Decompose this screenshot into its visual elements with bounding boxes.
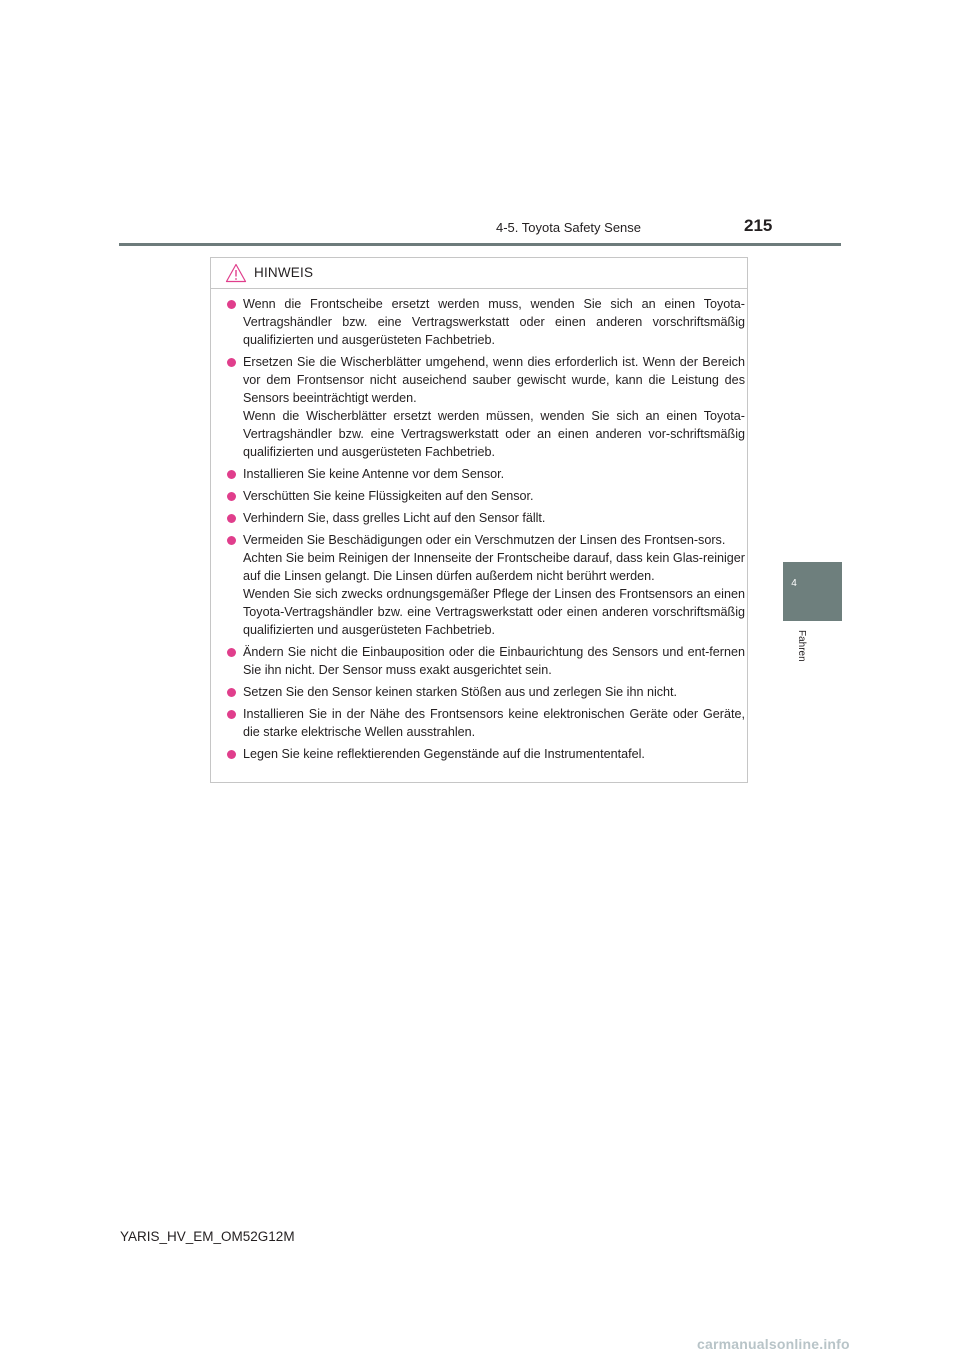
- list-item-text: Wenn die Wischerblätter ersetzt werden müssen, wenden Sie sich an einen Toyota-Vertragshändler bzw. eine Vertragswerkstatt oder an einen anderen vor-schriftsmäßig qualifizierten und ausgerüsteten Fachbetrieb.: [243, 409, 745, 459]
- notice-list: [226, 295, 745, 767]
- bullet-icon: [227, 536, 236, 545]
- header-divider: [119, 243, 841, 246]
- list-item-text: Legen Sie keine reflektierenden Gegenstände auf die Instrumententafel.: [243, 747, 645, 761]
- list-item-text: Ändern Sie nicht die Einbauposition oder die Einbaurichtung des Sensors und ent-fernen Sie ihn nicht. Der Sensor muss exakt ausgerichtet sein.: [243, 645, 745, 677]
- page-number: 215: [744, 216, 773, 235]
- warning-triangle-icon: [225, 263, 247, 283]
- bullet-icon: [227, 514, 236, 523]
- bullet-icon: [227, 470, 236, 479]
- list-item: [226, 745, 745, 763]
- section-title: 4-5. Toyota Safety Sense: [496, 220, 642, 235]
- list-item-text: Setzen Sie den Sensor keinen starken Stößen aus und zerlegen Sie ihn nicht.: [243, 685, 678, 699]
- list-item-text: Verhindern Sie, dass grelles Licht auf den Sensor fällt.: [243, 511, 546, 525]
- list-item-text: Achten Sie beim Reinigen der Innenseite der Frontscheibe darauf, dass kein Glas-reiniger auf die Linsen gelangt. Die Linsen dürfen außerdem nicht berührt werden.: [243, 551, 745, 583]
- chapter-tab-number: 4: [791, 578, 797, 589]
- list-item-text: Installieren Sie keine Antenne vor dem Sensor.: [243, 467, 505, 481]
- list-item: [226, 353, 745, 461]
- list-item: [226, 465, 745, 483]
- bullet-icon: [227, 300, 236, 309]
- bullet-icon: [227, 750, 236, 759]
- list-item: [226, 531, 745, 639]
- list-item: [226, 705, 745, 741]
- bullet-icon: [227, 688, 236, 697]
- bullet-icon: [227, 492, 236, 501]
- list-item: [226, 487, 745, 505]
- notice-title: HINWEIS: [254, 265, 314, 280]
- list-item-text: Installieren Sie in der Nähe des Frontsensors keine elektronischen Geräte oder Geräte, die starke elektrische Wellen ausstrahlen.: [243, 707, 745, 739]
- list-item-text: Wenden Sie sich zwecks ordnungsgemäßer Pflege der Linsen des Frontsensors an einen Toyota-Vertragshändler bzw. eine Vertragswerkstatt oder einen anderen vorschriftsmäßig qualifizierten und ausgerüsteten Fachbetrieb.: [243, 587, 745, 637]
- notice-header: [211, 258, 747, 289]
- document-code: YARIS_HV_EM_OM52G12M: [120, 1229, 295, 1244]
- bullet-icon: [227, 710, 236, 719]
- list-item: [226, 683, 745, 701]
- list-item-text: Wenn die Frontscheibe ersetzt werden muss, wenden Sie sich an einen Toyota-Vertragshändler bzw. eine Vertragswerkstatt oder einen anderen vorschriftsmäßig qualifizierten und ausgerüsteten Fachbetrieb.: [243, 297, 745, 347]
- chapter-tab[interactable]: [783, 562, 842, 621]
- list-item: [226, 643, 745, 679]
- list-item: [226, 509, 745, 527]
- bullet-icon: [227, 648, 236, 657]
- list-item-text: Vermeiden Sie Beschädigungen oder ein Verschmutzen der Linsen des Frontsen-sors.: [243, 533, 726, 547]
- list-item-text: Ersetzen Sie die Wischerblätter umgehend, wenn dies erforderlich ist. Wenn der Bereich vor dem Frontsensor nicht auseichend sauber gewischt wurde, kann die Leistung des Sensors beeinträchtigt werden.: [243, 355, 745, 405]
- notice-box: [210, 257, 748, 783]
- list-item-text: Verschütten Sie keine Flüssigkeiten auf den Sensor.: [243, 489, 534, 503]
- list-item: [226, 295, 745, 349]
- bullet-icon: [227, 358, 236, 367]
- chapter-tab-label: Fahren: [796, 630, 807, 662]
- watermark-text[interactable]: carmanualsonline.info: [697, 1336, 850, 1352]
